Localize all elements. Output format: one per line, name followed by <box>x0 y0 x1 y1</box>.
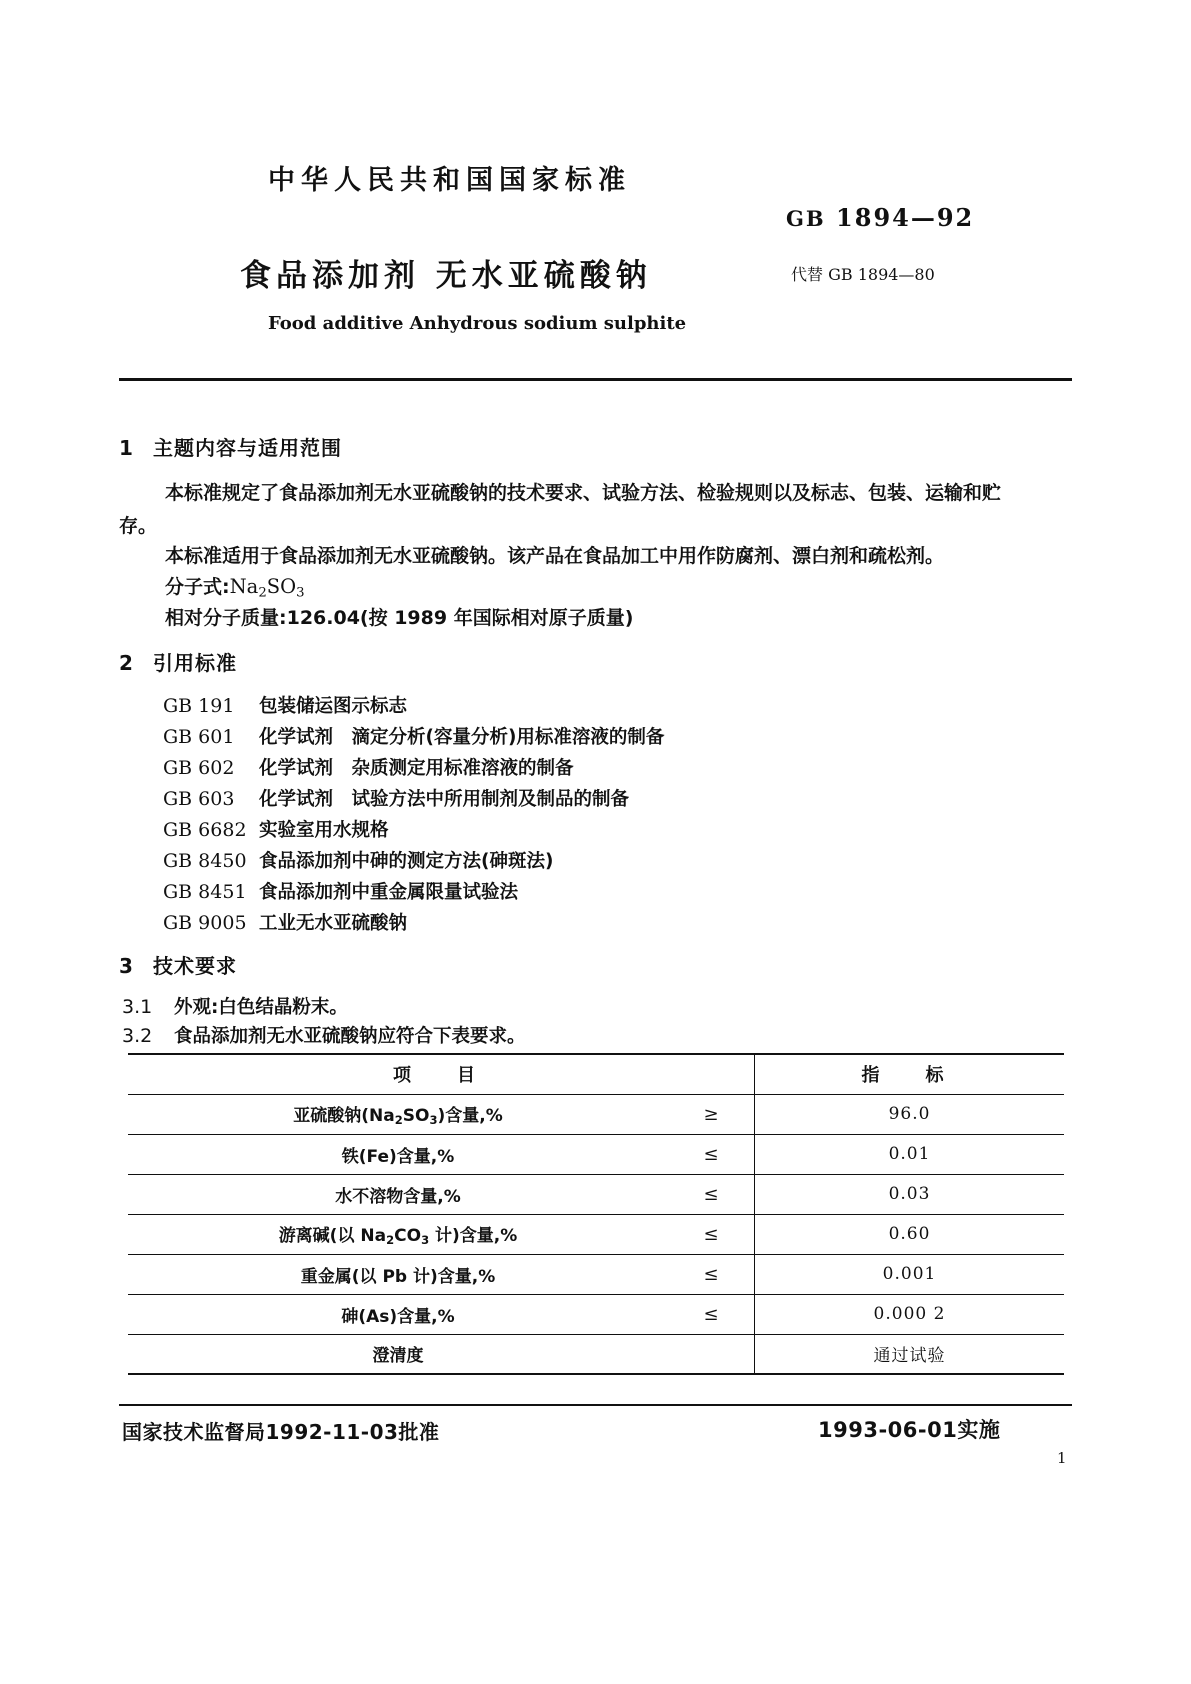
effective-date-statement: 1993-06-01实施 <box>818 1418 1001 1442</box>
table-cell-item: 水不溶物含量,% <box>128 1174 668 1214</box>
table-cell-operator: ≤ <box>668 1134 755 1174</box>
section-1-heading <box>119 432 342 461</box>
page-number: 1 <box>1057 1449 1067 1467</box>
reference-title: 实验室用水规格 <box>259 820 389 841</box>
molecular-formula-label: 分子式: <box>165 576 230 598</box>
reference-item <box>163 847 553 873</box>
reference-code: GB 191 <box>163 695 235 717</box>
clause-3-2 <box>122 1022 526 1048</box>
table-cell-value: 0.01 <box>755 1134 1065 1174</box>
section-2-number: 2 <box>119 651 134 675</box>
table-row <box>128 1174 1064 1214</box>
reference-item <box>163 909 407 935</box>
table-row <box>128 1254 1064 1294</box>
replaces-note: 代替 GB 1894—80 <box>791 265 935 284</box>
section-1-title: 主题内容与适用范围 <box>153 436 342 460</box>
section-1-number: 1 <box>119 436 134 460</box>
table-cell-item: 砷(As)含量,% <box>128 1294 668 1334</box>
document-title-english: Food additive Anhydrous sodium sulphite <box>268 313 687 334</box>
table-cell-item: 亚硫酸钠$(Na_2SO_3)$含量,% <box>128 1094 668 1134</box>
specification-table <box>128 1053 1064 1414</box>
table-cell-value: 0.000 2 <box>755 1294 1065 1334</box>
table-cell-value: 0.001 <box>755 1254 1065 1294</box>
reference-item <box>163 878 518 904</box>
table-cell-operator: ≤ <box>668 1174 755 1214</box>
standard-number-value: 1894—92 <box>836 203 975 232</box>
clause-3-1 <box>122 993 348 1019</box>
reference-code: GB 603 <box>163 788 235 810</box>
table-cell-operator <box>668 1334 755 1374</box>
table-cell-item: 重金属(以 Pb 计)含量,% <box>128 1254 668 1294</box>
document-title-chinese: 食品添加剂 无水亚硫酸钠 <box>240 258 652 294</box>
reference-item <box>163 816 389 842</box>
table-header-index: 指 标 <box>755 1054 1065 1094</box>
molecular-formula-value: $Na_2SO_3$ <box>229 575 305 601</box>
table-header-item: 项 目 <box>128 1054 755 1094</box>
clause-3-1-number: 3.1 <box>122 996 153 1018</box>
table-row <box>128 1094 1064 1134</box>
table-cell-operator: ≤ <box>668 1254 755 1294</box>
table-cell-operator: ≥ <box>668 1094 755 1134</box>
table-cell-item: 澄清度 <box>128 1334 668 1374</box>
reference-code: GB 9005 <box>163 912 247 934</box>
section-2-heading <box>119 647 237 676</box>
section-3-heading <box>119 950 237 979</box>
standard-number <box>786 203 974 232</box>
table-cell-value: 通过试验 <box>755 1334 1065 1374</box>
table-row <box>128 1214 1064 1254</box>
table-header-row <box>128 1054 1064 1094</box>
section-3-number: 3 <box>119 954 134 978</box>
reference-code: GB 6682 <box>163 819 247 841</box>
clause-3-2-number: 3.2 <box>122 1025 153 1047</box>
clause-3-1-text: 外观:白色结晶粉末。 <box>174 997 348 1018</box>
section-3-title: 技术要求 <box>153 954 237 978</box>
section-1-paragraph-2: 本标准适用于食品添加剂无水亚硫酸钠。该产品在食品加工中用作防腐剂、漂白剂和疏松剂。 <box>165 545 945 567</box>
molecular-formula-line <box>165 572 305 601</box>
reference-title: 食品添加剂中砷的测定方法(砷斑法) <box>259 851 554 872</box>
reference-item <box>163 754 574 780</box>
table-cell-item: 游离碱(以 $Na_2CO_3$ 计)含量,% <box>128 1214 668 1254</box>
national-standard-heading: 中华人民共和国国家标准 <box>268 165 631 196</box>
reference-code: GB 8451 <box>163 881 247 903</box>
header-divider-rule <box>119 378 1072 381</box>
reference-title: 包装储运图示标志 <box>259 696 408 717</box>
reference-code: GB 601 <box>163 726 235 748</box>
reference-item <box>163 723 664 749</box>
table-cell-item: 铁(Fe)含量,% <box>128 1134 668 1174</box>
table-cell-operator: ≤ <box>668 1214 755 1254</box>
reference-title: 化学试剂 杂质测定用标准溶液的制备 <box>259 758 574 779</box>
reference-code: GB 602 <box>163 757 235 779</box>
reference-title: 食品添加剂中重金属限量试验法 <box>259 882 519 903</box>
reference-title: 化学试剂 滴定分析(容量分析)用标准溶液的制备 <box>259 727 665 748</box>
relative-molecular-mass-line: 相对分子质量:126.04(按 1989 年国际相对原子质量) <box>165 607 634 629</box>
reference-item <box>163 692 407 718</box>
table-cell-value: 96.0 <box>755 1094 1065 1134</box>
table-row <box>128 1334 1064 1374</box>
reference-title: 化学试剂 试验方法中所用制剂及制品的制备 <box>259 789 630 810</box>
table-cell-operator: ≤ <box>668 1294 755 1334</box>
reference-item <box>163 785 629 811</box>
table-bottom-rule <box>128 1374 1064 1414</box>
standard-number-prefix: GB <box>786 206 826 231</box>
approval-statement: 国家技术监督局1992-11-03批准 <box>122 1420 440 1444</box>
table-bottom-rule-cell <box>128 1374 1064 1414</box>
reference-code: GB 8450 <box>163 850 247 872</box>
table-cell-value: 0.03 <box>755 1174 1065 1214</box>
footer-divider-rule <box>119 1404 1072 1406</box>
clause-3-2-text: 食品添加剂无水亚硫酸钠应符合下表要求。 <box>174 1026 526 1047</box>
section-1-paragraph-1-line-1: 本标准规定了食品添加剂无水亚硫酸钠的技术要求、试验方法、检验规则以及标志、包装、运输和贮 <box>165 482 1002 504</box>
table-cell-value: 0.60 <box>755 1214 1065 1254</box>
reference-title: 工业无水亚硫酸钠 <box>259 913 408 934</box>
section-2-title: 引用标准 <box>153 651 237 675</box>
table-row <box>128 1294 1064 1334</box>
table-row <box>128 1134 1064 1174</box>
section-1-paragraph-1-line-2: 存。 <box>119 515 158 537</box>
